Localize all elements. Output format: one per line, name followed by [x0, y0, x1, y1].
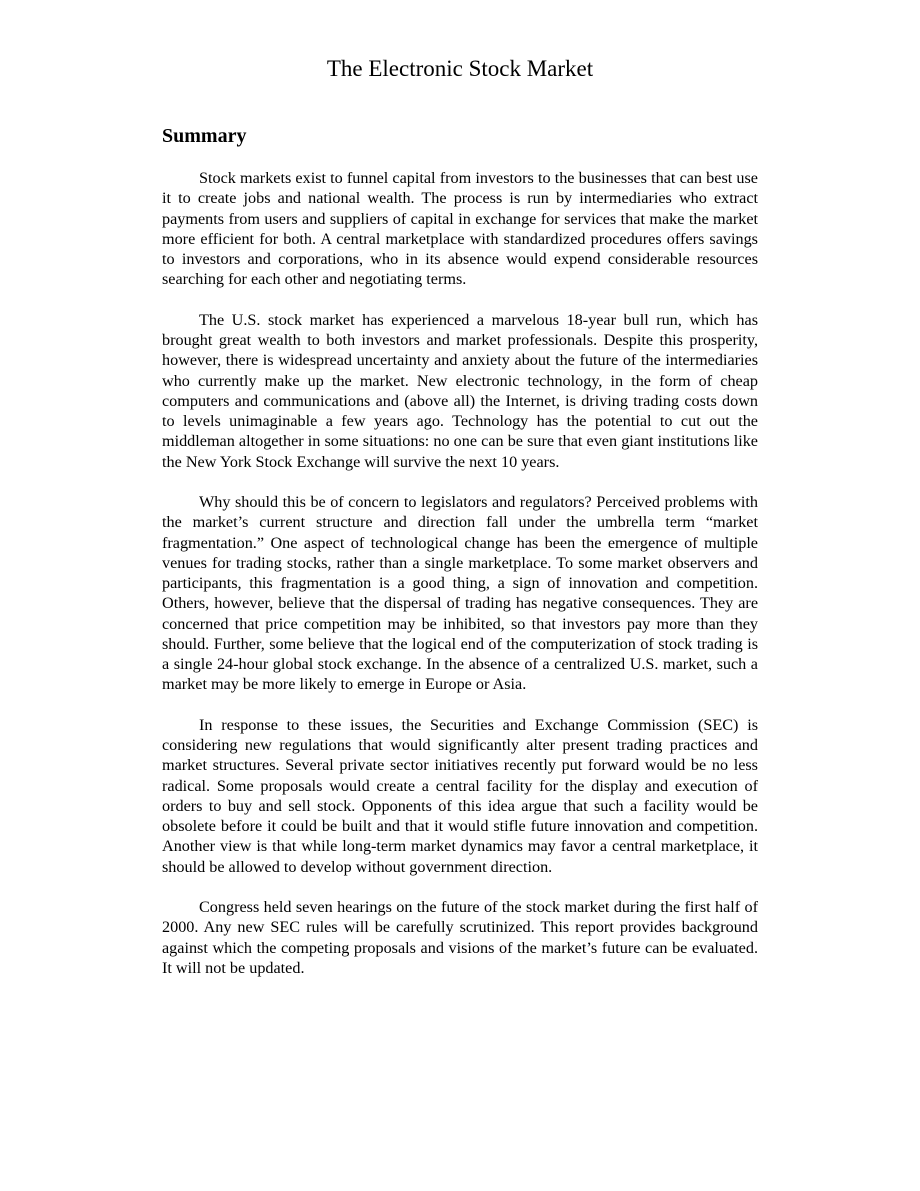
paragraph: Stock markets exist to funnel capital from investors to the businesses that can best use it to create jobs and national wealth. The process is run by intermediaries who extract payments from users and suppliers of capital in exchange for services that make the market more efficient for both. A central marketplace with standardized procedures offers savings to investors and corporations, who in its absence would expend considerable resources searching for each other and negotiating terms. [162, 169, 758, 289]
document-title: The Electronic Stock Market [326, 56, 594, 81]
paragraph: The U.S. stock market has experienced a marvelous 18-year bull run, which has brought great wealth to both investors and market professionals. Despite this prosperity, however, there is widespread uncertainty and anxiety about the future of the intermediaries who currently make up the market. New electronic technology, in the form of cheap computers and communications and (above all) the Internet, is driving trading costs down to levels unimaginable a few years ago. Technology has the potential to cut out the middleman altogether in some situations: no one can be sure that even giant institutions like the New York Stock Exchange will survive the next 10 years. [162, 310, 758, 471]
summary-body [162, 168, 758, 998]
paragraph: Congress held seven hearings on the future of the stock market during the first half of 2000. Any new SEC rules will be carefully scrutinized. This report provides background against which the competing proposals and visions of the market’s future can be evaluated. It will not be updated. [162, 898, 758, 977]
paragraph: In response to these issues, the Securities and Exchange Commission (SEC) is considering new regulations that would significantly alter present trading practices and market structures. Several private sector initiatives recently put forward would be no less radical. Some proposals would create a central facility for the display and execution of orders to buy and sell stock. Opponents of this idea argue that such a facility would be obsolete before it could be built and that it would stifle future innovation and competition. Another view is that while long-term market dynamics may favor a central marketplace, it should be allowed to develop without government direction. [162, 715, 758, 876]
section-heading-summary: Summary [162, 125, 247, 147]
paragraph: Why should this be of concern to legislators and regulators? Perceived problems with the market’s current structure and direction fall under the umbrella term “market fragmentation.” One aspect of technological change has been the emergence of multiple venues for trading stocks, rather than a single marketplace. To some market observers and participants, this fragmentation is a good thing, a sign of innovation and competition. Others, however, believe that the dispersal of trading has negative consequences. They are concerned that price competition may be inhibited, so that investors pay more than they should. Further, some believe that the logical end of the computerization of stock trading is a single 24-hour global stock exchange. In the absence of a centralized U.S. market, such a market may be more likely to emerge in Europe or Asia. [162, 493, 758, 694]
